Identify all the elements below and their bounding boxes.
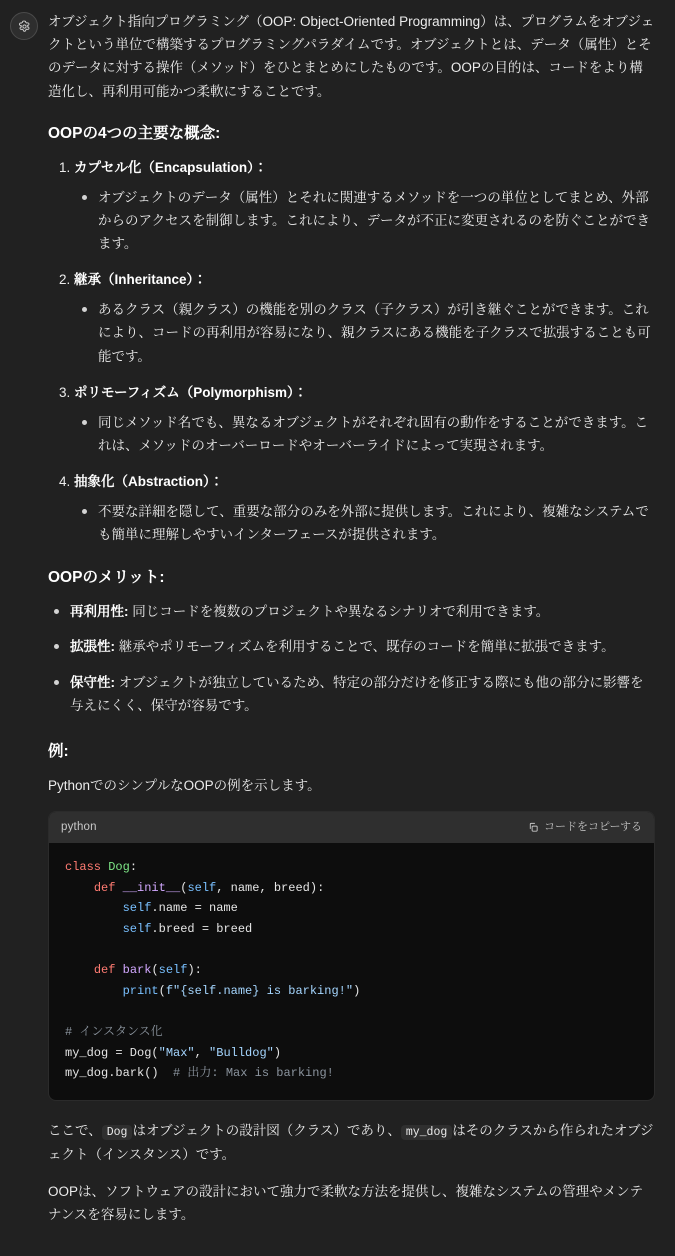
concept-detail-list <box>74 500 655 546</box>
list-item <box>68 600 655 623</box>
concept-name: 抽象化（Abstraction）： <box>74 474 224 490</box>
list-item <box>68 635 655 658</box>
merit-label: 再利用性: <box>70 604 129 620</box>
inline-code-dog: Dog <box>102 1125 133 1140</box>
assistant-sparkle-icon <box>17 19 32 34</box>
closing-paragraph-1 <box>48 1119 655 1166</box>
merit-label: 保守性: <box>70 674 115 690</box>
concept-detail-list <box>74 298 655 368</box>
list-item <box>74 382 655 457</box>
list-item: あるクラス（親クラス）の機能を別のクラス（子クラス）が引き継ぐことができます。これにより、コードの再利用が容易になり、親クラスにある機能を子クラスで拡張することも可能です。 <box>96 298 655 368</box>
copy-icon <box>528 822 539 833</box>
list-item <box>74 471 655 546</box>
code-block-header <box>49 812 654 843</box>
merit-text: オブジェクトが独立しているため、特定の部分だけを修正する際にも他の部分に影響を与えにくく、保守が容易です。 <box>70 674 644 713</box>
message-body <box>48 10 663 1256</box>
code-block <box>48 811 655 1101</box>
example-intro: PythonでのシンプルなOOPの例を示します。 <box>48 778 321 794</box>
merits-heading: OOPのメリット: <box>48 568 165 586</box>
merit-label: 拡張性: <box>70 639 115 655</box>
assistant-avatar <box>10 12 38 40</box>
closing-paragraph-2: OOPは、ソフトウェアの設計において強力で柔軟な方法を提供し、複雑なシステムの管理やメンテナンスを容易にします。 <box>48 1183 644 1223</box>
concept-name: 継承（Inheritance）： <box>74 272 207 288</box>
list-item: 不要な詳細を隠して、重要な部分のみを外部に提供します。これにより、複雑なシステムでも簡単に理解しやすいインターフェースが提供されます。 <box>96 500 655 546</box>
code-language-label: python <box>61 821 97 834</box>
copy-code-button[interactable] <box>528 819 642 837</box>
closing-text-2: はオブジェクトの設計図（クラス）であり、 <box>132 1122 401 1138</box>
list-item <box>74 269 655 368</box>
merit-text: 同じコードを複数のプロジェクトや異なるシナリオで利用できます。 <box>128 604 550 620</box>
copy-code-label: コードをコピーする <box>543 820 642 833</box>
concept-name: カプセル化（Encapsulation）： <box>74 159 268 175</box>
concepts-list <box>48 157 655 547</box>
closing-text-3: はそのクラスから作られたオブジェクト（インスタンス）です。 <box>48 1122 654 1162</box>
inline-code-my-dog: my_dog <box>401 1125 452 1140</box>
list-item <box>68 671 655 717</box>
merit-text: 継承やポリモーフィズムを利用することで、既存のコードを簡単に拡張できます。 <box>115 639 615 655</box>
merits-list <box>48 600 655 717</box>
list-item <box>74 157 655 256</box>
concept-name: ポリモーフィズム（Polymorphism）： <box>74 384 308 400</box>
list-item: オブジェクトのデータ（属性）とそれに関連するメソッドを一つの単位としてまとめ、外部からのアクセスを制御します。これにより、データが不正に変更されるのを防ぐことができます。 <box>96 186 655 256</box>
list-item: 同じメソッド名でも、異なるオブジェクトがそれぞれ固有の動作をすることができます。これは、メソッドのオーバーロードやオーバーライドによって実現されます。 <box>96 411 655 457</box>
concepts-heading: OOPの4つの主要な概念: <box>48 124 221 142</box>
example-heading: 例: <box>48 743 69 761</box>
concept-detail-list <box>74 411 655 457</box>
concept-detail-list <box>74 186 655 256</box>
code-content[interactable]: class Dog: def __init__(self, name, breed): self.name = name self.breed = breed def bark(self): print(f"{self.name} is barking!") # インスタンス化 my_dog = Dog("Max", "Bulldog") my_dog.bark() # 出力: Max is barking! <box>65 860 361 1081</box>
closing-text-1: ここで、 <box>48 1122 102 1138</box>
intro-paragraph: オブジェクト指向プログラミング（OOP: Object-Oriented Programming）は、プログラムをオブジェクトという単位で構築するプログラミングパラダイムです。オブジェクトとは、データ（属性）とそのデータに対する操作（メソッド）をひとまとめにしたものです。OOPの目的は、コードをより構造化し、再利用可能かつ柔軟にすることです。 <box>48 14 655 99</box>
bottom-spacer <box>48 1240 655 1256</box>
